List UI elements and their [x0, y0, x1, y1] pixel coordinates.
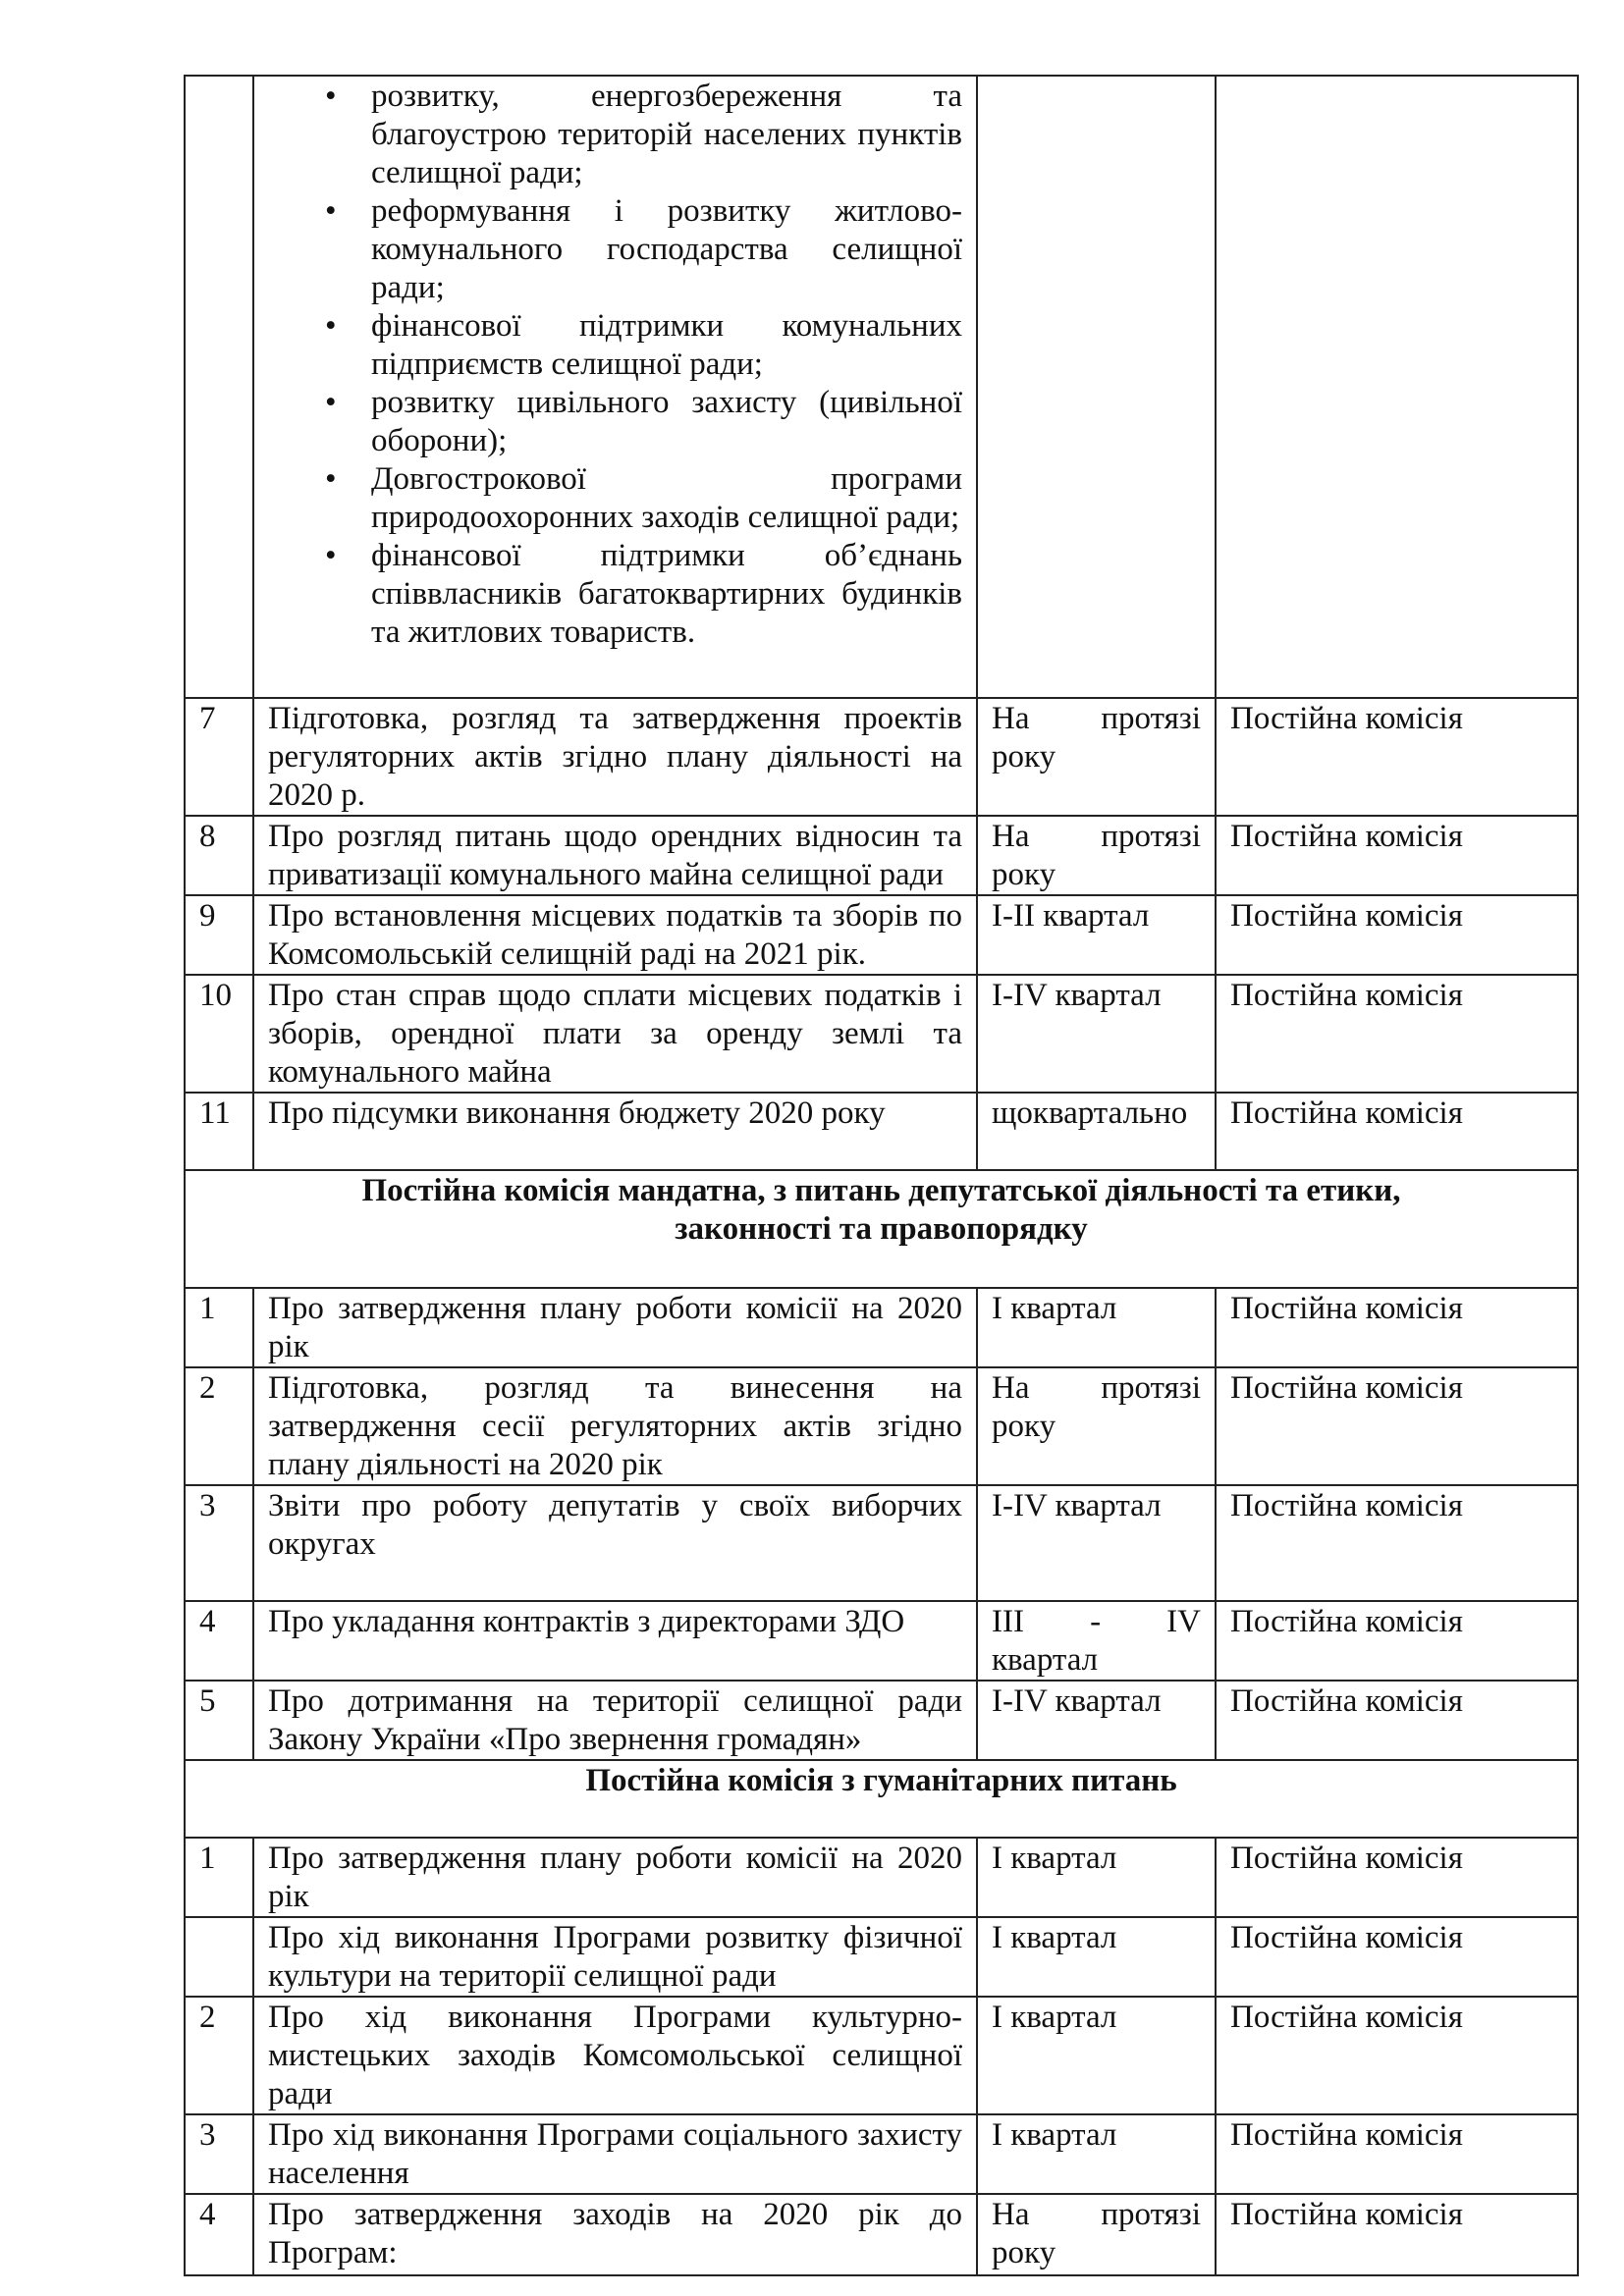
list-item: • фінансової підтримки об’єднань співвласників багатоквартирних будинків та житлових товариств.: [371, 537, 962, 652]
item-text-cell: Про стан справ щодо сплати місцевих податків і зборів, орендної плати за оренду землі та комунального майна: [253, 975, 977, 1093]
list-item: • розвитку, енергозбереження та благоустрою територій населених пунктів селищної ради;: [371, 78, 962, 192]
row-number-cell: 4: [185, 2194, 253, 2275]
row-number-cell: [185, 76, 253, 698]
list-item: • Довгострокової програми природоохоронних заходів селищної ради;: [371, 460, 962, 537]
table-row: [185, 1838, 1578, 1917]
responsible-cell: Постійна комісія: [1216, 1681, 1578, 1760]
term-cell: [977, 1367, 1216, 1485]
item-text-cell: Про хід виконання Програми розвитку фізичної культури на території селищної ради: [253, 1917, 977, 1997]
responsible-cell: Постійна комісія: [1216, 1485, 1578, 1601]
term-text: [992, 2196, 1201, 2234]
item-text-cell: Про затвердження заходів на 2020 рік до Програм:: [253, 2194, 977, 2275]
term-cell: І квартал: [977, 1838, 1216, 1917]
responsible-cell: Постійна комісія: [1216, 1917, 1578, 1997]
row-number-cell: 11: [185, 1093, 253, 1170]
item-text-cell: Про дотримання на території селищної ради Закону України «Про звернення громадян»: [253, 1681, 977, 1760]
responsible-cell: Постійна комісія: [1216, 1367, 1578, 1485]
item-text-cell: Про хід виконання Програми соціального захисту населення: [253, 2114, 977, 2194]
table-row: [185, 1997, 1578, 2114]
item-text-cell: Про затвердження плану роботи комісії на 2020 рік: [253, 1838, 977, 1917]
table-row: [185, 1917, 1578, 1997]
term-cell: [977, 76, 1216, 698]
term-text: [992, 700, 1201, 738]
term-text: [992, 1369, 1201, 1408]
row-number-cell: 2: [185, 1997, 253, 2114]
item-text-cell: Про встановлення місцевих податків та зборів по Комсомольській селищній раді на 2021 рік.: [253, 895, 977, 975]
responsible-cell: Постійна комісія: [1216, 1288, 1578, 1367]
section-heading-line: Постійна комісія мандатна, з питань депутатської діяльності та етики,: [361, 1173, 1401, 1208]
term-cell: [977, 698, 1216, 816]
section-heading-line: Постійна комісія з гуманітарних питань: [585, 1763, 1177, 1798]
responsible-cell: Постійна комісія: [1216, 816, 1578, 895]
term-text: [992, 1603, 1201, 1641]
row-number-cell: 3: [185, 2114, 253, 2194]
item-text-cell: Звіти про роботу депутатів у своїх виборчих округах: [253, 1485, 977, 1601]
responsible-cell: Постійна комісія: [1216, 698, 1578, 816]
section-heading-line: законності та правопорядку: [675, 1211, 1088, 1247]
term-cell: [977, 1601, 1216, 1681]
responsible-cell: Постійна комісія: [1216, 2114, 1578, 2194]
item-text-cell: Про укладання контрактів з директорами ЗДО: [253, 1601, 977, 1681]
item-text-cell: Про затвердження плану роботи комісії на 2020 рік: [253, 1288, 977, 1367]
term-cell: І квартал: [977, 1288, 1216, 1367]
responsible-cell: Постійна комісія: [1216, 975, 1578, 1093]
term-cell: І-ІV квартал: [977, 1681, 1216, 1760]
row-number-cell: [185, 1917, 253, 1997]
term-word-roku: року: [992, 857, 1056, 892]
row-number-cell: 9: [185, 895, 253, 975]
term-word-iii: ІІІ: [992, 1604, 1024, 1639]
row-number-cell: 8: [185, 816, 253, 895]
term-word-protyazi: протязі: [1101, 701, 1201, 736]
section-heading-cell: [185, 1760, 1578, 1838]
responsible-cell: Постійна комісія: [1216, 1838, 1578, 1917]
item-text-cell: Про підсумки виконання бюджету 2020 року: [253, 1093, 977, 1170]
program-list-cell: [253, 76, 977, 698]
table-row: [185, 698, 1578, 816]
work-plan-table: [184, 75, 1579, 2276]
table-row: [185, 76, 1578, 698]
term-cell: І-ІІ квартал: [977, 895, 1216, 975]
table-row: [185, 975, 1578, 1093]
term-word-dash: -: [1090, 1604, 1102, 1639]
term-word-iv: ІV: [1166, 1604, 1201, 1639]
section-heading-cell: [185, 1170, 1578, 1288]
table-row: [185, 1093, 1578, 1170]
table-row: [185, 2114, 1578, 2194]
responsible-cell: Постійна комісія: [1216, 1997, 1578, 2114]
row-number-cell: 10: [185, 975, 253, 1093]
term-word-na: На: [992, 2197, 1030, 2232]
row-number-cell: 5: [185, 1681, 253, 1760]
row-number-cell: 1: [185, 1838, 253, 1917]
row-number-cell: 1: [185, 1288, 253, 1367]
term-word-na: На: [992, 701, 1030, 736]
term-cell: І квартал: [977, 1997, 1216, 2114]
program-bullet-list: [268, 78, 962, 652]
table-row: [185, 1601, 1578, 1681]
term-cell: І квартал: [977, 1917, 1216, 1997]
term-word-na: На: [992, 1370, 1030, 1406]
row-number-cell: 2: [185, 1367, 253, 1485]
item-text-cell: Підготовка, розгляд та затвердження проектів регуляторних актів згідно плану діяльності на 2020 р.: [253, 698, 977, 816]
item-text-cell: Підготовка, розгляд та винесення на затвердження сесії регуляторних актів згідно плану діяльності на 2020 рік: [253, 1367, 977, 1485]
item-text-cell: Про хід виконання Програми культурно-мистецьких заходів Комсомольської селищної ради: [253, 1997, 977, 2114]
term-word-na: На: [992, 819, 1030, 854]
row-number-cell: 7: [185, 698, 253, 816]
item-text-cell: Про розгляд питань щодо орендних відносин та приватизації комунального майна селищної ради: [253, 816, 977, 895]
term-cell: щоквартально: [977, 1093, 1216, 1170]
table-row: [185, 895, 1578, 975]
list-item: • реформування і розвитку житлово-комунального господарства селищної ради;: [371, 192, 962, 307]
responsible-cell: [1216, 76, 1578, 698]
responsible-cell: Постійна комісія: [1216, 2194, 1578, 2275]
term-cell: [977, 2194, 1216, 2275]
term-word-protyazi: протязі: [1101, 2197, 1201, 2232]
term-cell: І-ІV квартал: [977, 1485, 1216, 1601]
term-cell: І-ІV квартал: [977, 975, 1216, 1093]
term-word-roku: року: [992, 2235, 1056, 2270]
term-word-protyazi: протязі: [1101, 819, 1201, 854]
responsible-cell: Постійна комісія: [1216, 895, 1578, 975]
term-word-kvartal: квартал: [992, 1642, 1099, 1678]
responsible-cell: Постійна комісія: [1216, 1093, 1578, 1170]
table-row: [185, 1367, 1578, 1485]
row-number-cell: 4: [185, 1601, 253, 1681]
row-number-cell: 3: [185, 1485, 253, 1601]
term-word-roku: року: [992, 1409, 1056, 1444]
term-cell: І квартал: [977, 2114, 1216, 2194]
table-row: [185, 1288, 1578, 1367]
section-row: [185, 1170, 1578, 1288]
section-row: [185, 1760, 1578, 1838]
term-word-protyazi: протязі: [1101, 1370, 1201, 1406]
term-word-roku: року: [992, 739, 1056, 774]
term-cell: [977, 816, 1216, 895]
table-row: [185, 2194, 1578, 2275]
table-row: [185, 1681, 1578, 1760]
table-row: [185, 816, 1578, 895]
responsible-cell: Постійна комісія: [1216, 1601, 1578, 1681]
list-item: • фінансової підтримки комунальних підприємств селищної ради;: [371, 307, 962, 384]
table-row: [185, 1485, 1578, 1601]
term-text: [992, 818, 1201, 856]
list-item: • розвитку цивільного захисту (цивільної оборони);: [371, 384, 962, 460]
